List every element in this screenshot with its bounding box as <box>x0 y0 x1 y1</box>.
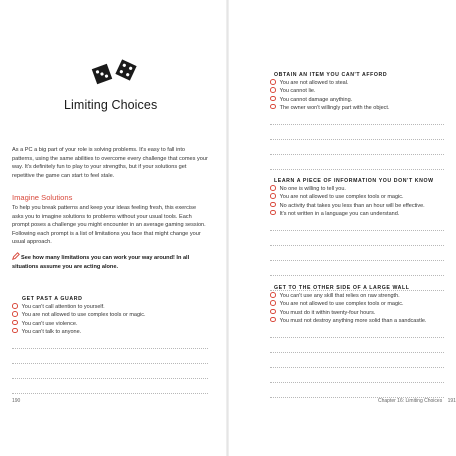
tip-text: See how many limitations you can work your way around! In all situations assume you are acting alone. <box>12 255 190 270</box>
pencil-icon <box>12 252 20 260</box>
list-item[interactable]: You can't use violence. <box>12 320 146 328</box>
checkbox-circle-icon[interactable] <box>270 292 276 298</box>
prompt-options-guard <box>12 303 146 336</box>
list-item[interactable]: You can't talk to anyone. <box>12 328 146 336</box>
list-item[interactable]: You cannot damage anything. <box>270 96 389 104</box>
writing-lines[interactable] <box>270 323 444 398</box>
list-item[interactable]: You are not allowed to use complex tools or magic. <box>12 311 146 319</box>
checkbox-circle-icon[interactable] <box>270 202 276 208</box>
writing-lines[interactable] <box>270 110 444 170</box>
right-page <box>228 0 456 456</box>
tip-callout <box>12 252 212 271</box>
page-number: 190 <box>12 398 21 404</box>
prompt-heading-item: OBTAIN AN ITEM YOU CAN'T AFFORD <box>274 72 388 78</box>
list-item[interactable]: No one is willing to tell you. <box>270 185 425 193</box>
chapter-footer: Chapter 16: Limiting Choices <box>378 398 443 404</box>
checkbox-circle-icon[interactable] <box>270 309 276 315</box>
section-body: To help you break patterns and keep your ideas feeling fresh, this exercise asks you to imagine solutions to problems without your usual tools. Each prompt poses a challenge you might encounter in an average gaming session. Following each prompt is a list of limitations you face that might change your usual approach. <box>12 205 206 246</box>
page-footer <box>378 398 456 404</box>
checkbox-circle-icon[interactable] <box>12 320 18 326</box>
prompt-heading-wall: GET TO THE OTHER SIDE OF A LARGE WALL <box>274 285 410 291</box>
list-item[interactable]: You must not destroy anything more solid than a sandcastle. <box>270 317 426 325</box>
dice-icon <box>88 58 144 88</box>
chapter-title: Limiting Choices <box>64 98 158 112</box>
prompt-options-wall <box>270 292 426 325</box>
list-item[interactable]: The owner won't willingly part with the object. <box>270 104 389 112</box>
prompt-options-item <box>270 79 389 112</box>
list-item[interactable]: You must do it within twenty-four hours. <box>270 309 426 317</box>
checkbox-circle-icon[interactable] <box>270 317 276 323</box>
prompt-options-info <box>270 185 425 218</box>
list-item[interactable]: You are not allowed to use complex tools or magic. <box>270 193 425 201</box>
writing-lines[interactable] <box>12 334 208 394</box>
checkbox-circle-icon[interactable] <box>12 311 18 317</box>
checkbox-circle-icon[interactable] <box>270 104 276 110</box>
list-item[interactable]: You cannot lie. <box>270 87 389 95</box>
list-item[interactable]: It's not written in a language you can understand. <box>270 210 425 218</box>
prompt-heading-info: LEARN A PIECE OF INFORMATION YOU DON'T KNOW <box>274 178 434 184</box>
checkbox-circle-icon[interactable] <box>270 300 276 306</box>
writing-lines[interactable] <box>270 216 444 291</box>
checkbox-circle-icon[interactable] <box>270 193 276 199</box>
checkbox-circle-icon[interactable] <box>270 210 276 216</box>
checkbox-circle-icon[interactable] <box>270 87 276 93</box>
checkbox-circle-icon[interactable] <box>12 328 18 334</box>
list-item[interactable]: You can't call attention to yourself. <box>12 303 146 311</box>
list-item[interactable]: No activity that takes you less than an hour will be effective. <box>270 202 425 210</box>
checkbox-circle-icon[interactable] <box>270 185 276 191</box>
list-item[interactable]: You are not allowed to steal. <box>270 79 389 87</box>
intro-paragraph: As a PC a big part of your role is solving problems. It's easy to fall into patterns, using the same abilities to overcome every challenge that comes your way. It's definitely fun to play to your strengths, but if your solutions get repetitive the game can start to feel stale. <box>12 147 208 179</box>
page-number: 191 <box>447 398 456 404</box>
section-title: Imagine Solutions <box>12 193 73 202</box>
checkbox-circle-icon[interactable] <box>12 303 18 309</box>
list-item[interactable]: You can't use any skill that relies on raw strength. <box>270 292 426 300</box>
checkbox-circle-icon[interactable] <box>270 79 276 85</box>
prompt-heading-guard: GET PAST A GUARD <box>22 296 83 302</box>
list-item[interactable]: You are not allowed to use complex tools or magic. <box>270 300 426 308</box>
checkbox-circle-icon[interactable] <box>270 96 276 102</box>
